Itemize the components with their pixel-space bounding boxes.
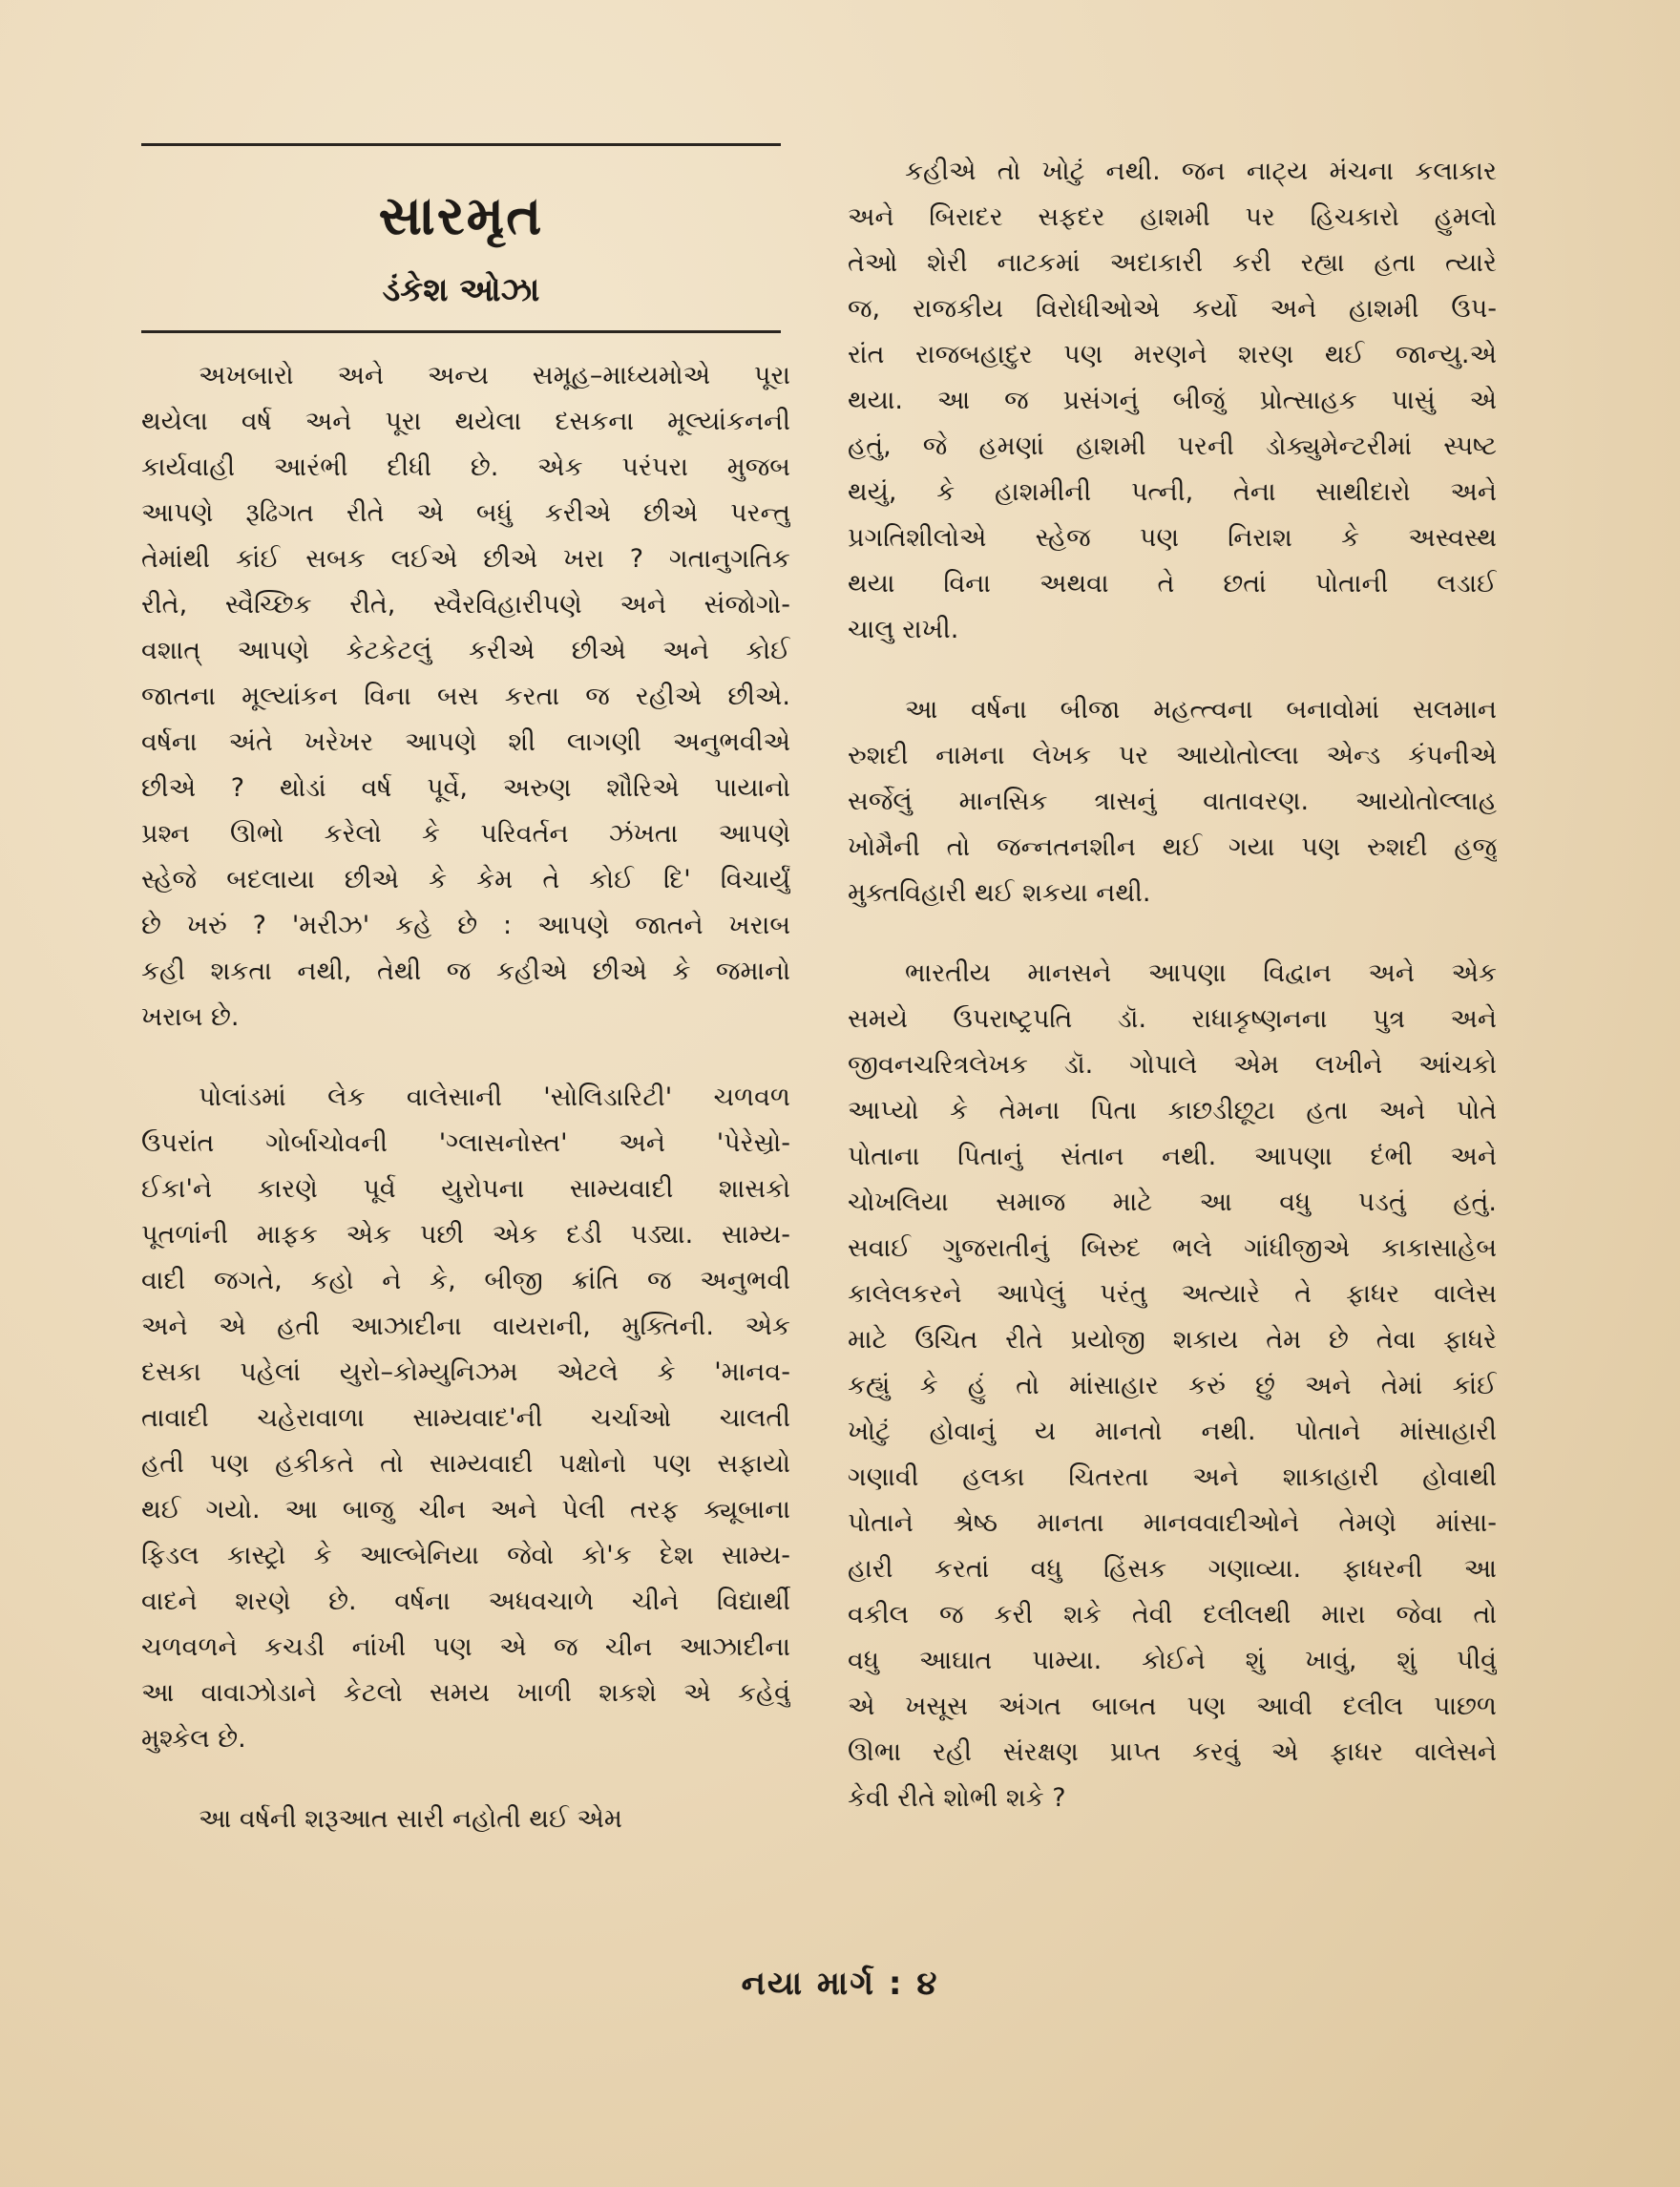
text-line: સમયે ઉપરાષ્ટ્રપતિ ડૉ. રાધાકૃષ્ણનના પુત્ર અને bbox=[848, 1004, 1497, 1034]
paragraph bbox=[141, 1797, 790, 1842]
text-line: આ વર્ષના બીજા મહત્ત્વના બનાવોમાં સલમાન bbox=[905, 695, 1497, 725]
text-line: ચોખલિયા સમાજ માટે આ વધુ પડતું હતું. bbox=[848, 1188, 1497, 1217]
text-line: અને બિરાદર સફદર હાશમી પર હિચકારો હુમલો bbox=[848, 202, 1497, 232]
left-column bbox=[141, 353, 790, 1842]
top-rule bbox=[141, 143, 781, 146]
text-line: રાંત રાજબહાદુર પણ મરણને શરણ થઈ જાન્યુ.એ bbox=[848, 340, 1497, 369]
text-line: સવાઈ ગુજરાતીનું બિરુદ ભલે ગાંધીજીએ કાકાસાહેબ bbox=[848, 1233, 1497, 1263]
text-line: સ્હેજે બદલાયા છીએ કે કેમ તે કોઈ દિ' વિચાર્યું bbox=[141, 865, 790, 894]
text-line: ખરાબ છે. bbox=[141, 1002, 240, 1032]
text-line: વર્ષના અંતે ખરેખર આપણે શી લાગણી અનુભવીએ bbox=[141, 727, 790, 757]
text-line: પ્રશ્ન ઊભો કરેલો કે પરિવર્તન ઝંખતા આપણે bbox=[141, 819, 790, 849]
text-line: કાર્યવાહી આરંભી દીધી છે. એક પરંપરા મુજબ bbox=[141, 452, 790, 482]
text-line: તાવાદી ચહેરાવાળા સામ્યવાદ'ની ચર્ચાઓ ચાલતી bbox=[141, 1403, 790, 1433]
text-line: વકીલ જ કરી શકે તેવી દલીલથી મારા જેવા તો bbox=[848, 1600, 1497, 1630]
text-line: આપ્યો કે તેમના પિતા કાછડીછૂટા હતા અને પોતે bbox=[848, 1096, 1497, 1125]
text-line: ગણાવી હલકા ચિતરતા અને શાકાહારી હોવાથી bbox=[848, 1462, 1497, 1492]
text-line: પૂતળાંની માફક એક પછી એક દડી પડ્યા. સામ્ય- bbox=[141, 1220, 790, 1250]
text-line: ઈકા'ને કારણે પૂર્વ યુરોપના સામ્યવાદી શાસકો bbox=[141, 1174, 790, 1204]
text-line: ખોમૈની તો જન્નતનશીન થઈ ગયા પણ રુશદી હજુ bbox=[848, 832, 1497, 862]
text-line: વધુ આઘાત પામ્યા. કોઈને શું ખાવું, શું પીવું bbox=[848, 1646, 1497, 1675]
text-line: ભારતીય માનસને આપણા વિદ્વાન અને એક bbox=[905, 958, 1497, 988]
text-line: મુશ્કેલ છે. bbox=[141, 1724, 246, 1754]
paragraph bbox=[141, 353, 790, 1041]
header-rule bbox=[141, 330, 781, 333]
text-line: આપણે રૂઢિગત રીતે એ બધું કરીએ છીએ પરન્તુ bbox=[141, 498, 790, 528]
text-line: કહી શકતા નથી, તેથી જ કહીએ છીએ કે જમાનો bbox=[141, 957, 790, 986]
text-line: ચાલુ રાખી. bbox=[848, 615, 959, 644]
text-line: છીએ ? થોડાં વર્ષ પૂર્વે, અરુણ શૌરિએ પાયાનો bbox=[141, 773, 790, 803]
text-line: રીતે, સ્વૈચ્છિક રીતે, સ્વૈરવિહારીપણે અને સંજોગો- bbox=[141, 590, 790, 620]
text-line: આ વર્ષની શરૂઆત સારી નહોતી થઈ એમ bbox=[199, 1804, 622, 1834]
article-title: સારમૃત bbox=[378, 185, 544, 247]
text-line: કહીએ તો ખોટું નથી. જન નાટ્ય મંચના કલાકાર bbox=[905, 157, 1497, 186]
text-line: આ વાવાઝોડાને કેટલો સમય ખાળી શકશે એ કહેવું bbox=[141, 1678, 790, 1708]
text-line: વાદી જગતે, કહો ને કે, બીજી ક્રાંતિ જ અનુભવી bbox=[141, 1266, 790, 1295]
text-line: પોતાના પિતાનું સંતાન નથી. આપણા દંભી અને bbox=[848, 1142, 1497, 1171]
text-line: વશાત્ આપણે કેટકેટલું કરીએ છીએ અને કોઈ bbox=[141, 636, 790, 665]
text-line: વાદને શરણે છે. વર્ષના અધવચાળે ચીને વિદ્યાર્થી bbox=[141, 1587, 790, 1616]
text-line: થયા. આ જ પ્રસંગનું બીજું પ્રોત્સાહક પાસું એ bbox=[848, 386, 1497, 415]
text-line: રુશદી નામના લેખક પર આયોતોલ્લા એન્ડ કંપનીએ bbox=[848, 741, 1497, 770]
paragraph bbox=[848, 149, 1497, 653]
page-footer: નયા માર્ગ : ૪ bbox=[741, 1965, 939, 2003]
text-line: જીવનચરિત્રલેખક ડૉ. ગોપાલે એમ લખીને આંચકો bbox=[848, 1050, 1497, 1080]
text-line: ફિડલ કાસ્ટ્રો કે આલ્બેનિયા જેવો કો'ક દેશ સામ્ય- bbox=[141, 1541, 790, 1570]
text-line: ચળવળને કચડી નાંખી પણ એ જ ચીન આઝાદીના bbox=[141, 1632, 790, 1662]
text-line: પોતાને શ્રેષ્ઠ માનતા માનવવાદીઓને તેમણે માંસા- bbox=[848, 1508, 1497, 1538]
text-line: કહ્યું કે હું તો માંસાહાર કરું છું અને તેમાં કાંઈ bbox=[848, 1371, 1497, 1400]
text-line: થયેલા વર્ષ અને પૂરા થયેલા દસકના મૂલ્યાંકનની bbox=[141, 407, 790, 436]
text-line: ખોટું હોવાનું ય માનતો નથી. પોતાને માંસાહારી bbox=[848, 1417, 1497, 1446]
paragraph bbox=[141, 1075, 790, 1762]
text-line: કાલેલકરને આપેલું પરંતુ અત્યારે તે ફાધર વાલેસ bbox=[848, 1279, 1497, 1309]
text-line: જ, રાજકીય વિરોધીઓએ કર્યો અને હાશમી ઉપ- bbox=[848, 294, 1497, 324]
text-line: દસકા પહેલાં યુરો–કોમ્યુનિઝમ એટલે કે 'માનવ- bbox=[141, 1357, 790, 1387]
text-line: તેઓ શેરી નાટકમાં અદાકારી કરી રહ્યા હતા ત્યારે bbox=[848, 248, 1497, 278]
text-line: હતી પણ હકીકતે તો સામ્યવાદી પક્ષોનો પણ સફાયો bbox=[141, 1449, 790, 1479]
text-line: સર્જેલું માનસિક ત્રાસનું વાતાવરણ. આયોતોલ્લાહ bbox=[848, 787, 1497, 816]
text-line: ઉપરાંત ગોર્બાચોવની 'ગ્લાસનોસ્ત' અને 'પેરેસ્રો- bbox=[141, 1128, 790, 1158]
article-author: ડંકેશ ઓઝા bbox=[382, 271, 540, 309]
text-line: હતું, જે હમણાં હાશમી પરની ડોક્યુમેન્ટરીમાં સ્પષ્ટ bbox=[848, 431, 1497, 461]
text-line: કેવી રીતે શોભી શકે ? bbox=[848, 1783, 1066, 1813]
text-line: અખબારો અને અન્ય સમૂહ–માધ્યમોએ પૂરા bbox=[199, 361, 790, 390]
text-line: એ ખસૂસ અંગત બાબત પણ આવી દલીલ પાછળ bbox=[848, 1692, 1497, 1721]
paragraph bbox=[848, 687, 1497, 916]
text-line: અને એ હતી આઝાદીના વાયરાની, મુક્તિની. એક bbox=[141, 1312, 790, 1341]
text-line: જાતના મૂલ્યાંકન વિના બસ કરતા જ રહીએ છીએ. bbox=[141, 682, 790, 711]
paragraph bbox=[848, 951, 1497, 1821]
text-line: માટે ઉચિત રીતે પ્રયોજી શકાય તેમ છે તેવા ફાધરે bbox=[848, 1325, 1497, 1355]
text-line: ઊભા રહી સંરક્ષણ પ્રાપ્ત કરવું એ ફાધર વાલેસને bbox=[848, 1737, 1497, 1767]
text-line: પોલાંડમાં લેક વાલેસાની 'સોલિડારિટી' ચળવળ bbox=[199, 1083, 790, 1112]
right-column bbox=[848, 149, 1497, 1821]
text-line: થયા વિના અથવા તે છતાં પોતાની લડાઈ bbox=[848, 569, 1497, 599]
text-line: પ્રગતિશીલોએ સ્હેજ પણ નિરાશ કે અસ્વસ્થ bbox=[848, 523, 1497, 553]
text-line: મુક્તવિહારી થઈ શકયા નથી. bbox=[848, 878, 1151, 908]
text-line: હારી કરતાં વધુ હિંસક ગણાવ્યા. ફાધરની આ bbox=[848, 1554, 1497, 1584]
text-line: થયું, કે હાશમીની પત્ની, તેના સાથીદારો અને bbox=[848, 477, 1497, 507]
text-line: તેમાંથી કાંઈ સબક લઈએ છીએ ખરા ? ગતાનુગતિક bbox=[141, 544, 790, 574]
text-line: થઈ ગયો. આ બાજુ ચીન અને પેલી તરફ ક્યૂબાના bbox=[141, 1495, 790, 1525]
text-line: છે ખરું ? 'મરીઝ' કહે છે : આપણે જાતને ખરાબ bbox=[141, 911, 790, 940]
